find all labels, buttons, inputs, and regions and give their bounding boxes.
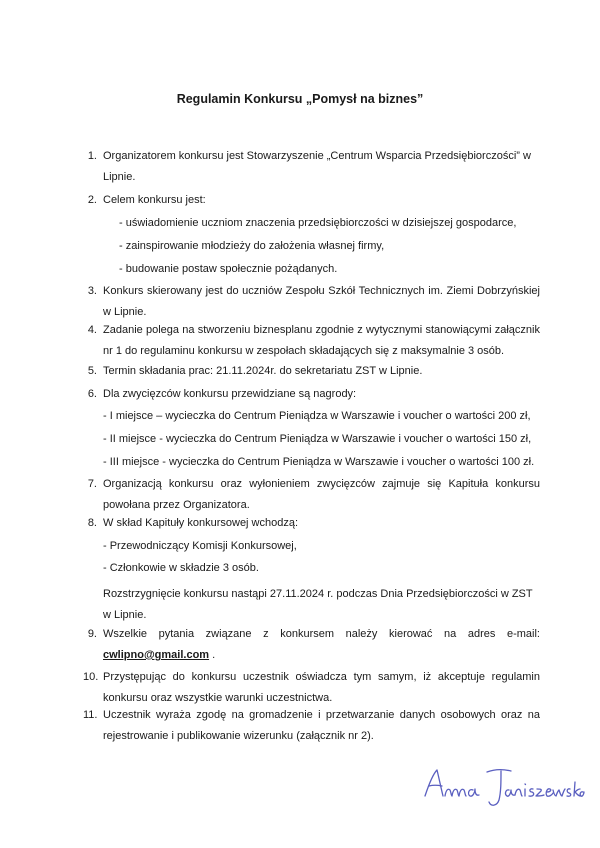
goal-line-1: - uświadomienie uczniom znaczenia przedsiębiorczości w dzisiejszej gospodarce, [119,217,517,229]
item-text: Celem konkursu jest: [103,194,206,206]
item-text: Dla zwycięzców konkursu przewidziane są nagrody: [103,388,357,400]
item-number: 9. [87,628,97,640]
item-text: Wszelkie pytania związane z konkursem należy kierować na adres e-mail: [103,628,540,640]
goal-line-2: - zainspirowanie młodzieży do założenia własnej firmy, [119,240,385,252]
item-number: 6. [87,388,97,400]
item-number: 2. [87,194,97,206]
document-title: Regulamin Konkursu „Pomysł na biznes” [176,92,424,106]
item-number: 1. [87,150,97,162]
item-number: 10. [83,671,99,683]
item-number: 11. [83,709,98,721]
item-number: 7. [87,478,97,490]
item-text-block [103,624,540,645]
item-text: Zadanie polega na stworzeniu biznesplanu zgodnie z wytycznymi stanowiącymi załącznik nr 1 do regulaminu konkursu w zespołach składających się z maksymalnie 3 osób. [103,324,540,357]
item-number: 3. [87,285,97,297]
item-text: Organizatorem konkursu jest Stowarzyszenie „Centrum Wsparcia Przedsiębiorczości” w Lipnie. [103,150,531,183]
item-number: 4. [87,324,97,336]
item-text: Organizacją konkursu oraz wyłonieniem zwycięzców zajmuje się Kapituła konkursu powołana przez Organizatora. [103,478,540,511]
item-text: Przystępując do konkursu uczestnik oświadcza tym samym, iż akceptuje regulamin konkursu oraz wszystkie warunki uczestnictwa. [103,671,540,704]
item-text: W skład Kapituły konkursowej wchodzą: [103,517,299,529]
item-number: 8. [87,517,97,529]
item-text: Termin składania prac: 21.11.2024r. do sekretariatu ZST w Lipnie. [103,365,423,377]
email-suffix: . [209,649,216,661]
item-text: Konkurs skierowany jest do uczniów Zespołu Szkół Technicznych im. Ziemi Dobrzyńskiej w Lipnie. [103,285,540,318]
email-line [103,645,540,666]
email-link[interactable]: cwlipno@gmail.com [103,649,210,661]
jury-line-1: - Przewodniczący Komisji Konkursowej, [103,540,297,552]
item-text: Uczestnik wyraża zgodę na gromadzenie i przetwarzanie danych osobowych oraz na rejestrowanie i publikowanie wizerunku (załącznik nr 2). [103,709,540,742]
goal-line-3: - budowanie postaw społecznie pożądanych. [119,263,338,275]
item-number: 5. [87,365,97,377]
item-text: Rozstrzygnięcie konkursu nastąpi 27.11.2024 r. podczas Dnia Przedsiębiorczości w ZST w Lipnie. [103,588,533,621]
handwritten-signature [415,762,585,810]
prize-line-3: - III miejsce - wycieczka do Centrum Pieniądza w Warszawie i voucher o wartości 100 zł. [103,456,535,468]
prize-line-2: - II miejsce - wycieczka do Centrum Pieniądza w Warszawie i voucher o wartości 150 zł, [103,433,532,445]
jury-line-2: - Członkowie w składzie 3 osób. [103,562,259,574]
prize-line-1: - I miejsce – wycieczka do Centrum Pieniądza w Warszawie i voucher o wartości 200 zł, [103,410,531,422]
